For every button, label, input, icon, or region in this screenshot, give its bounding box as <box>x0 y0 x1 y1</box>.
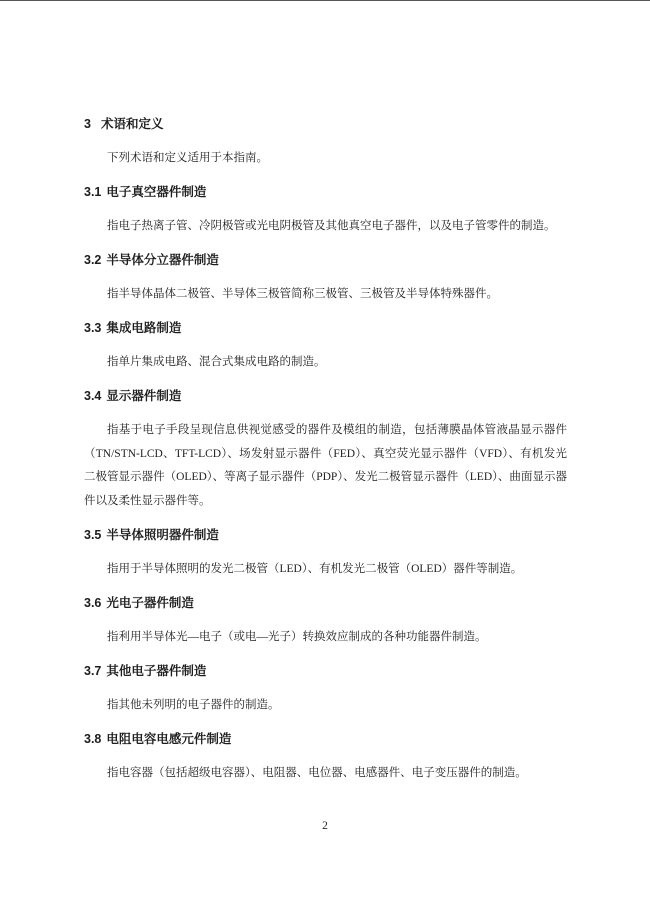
term-heading-3-3 <box>84 317 567 341</box>
section-heading <box>84 113 567 137</box>
page-number: 2 <box>322 820 328 832</box>
term-title: 其他电子器件制造 <box>106 663 207 678</box>
term-title: 光电子器件制造 <box>106 595 194 610</box>
term-number: 3.5 <box>84 527 102 542</box>
intro-paragraph: 下列术语和定义适用于本指南。 <box>107 152 268 164</box>
term-title: 半导体照明器件制造 <box>106 527 219 542</box>
term-definition-3-2: 指半导体晶体二极管、半导体三极管简称三极管、三极管及半导体特殊器件。 <box>107 288 498 300</box>
term-heading-3-4 <box>84 385 567 409</box>
term-title: 电阻电容电感元件制造 <box>106 731 232 746</box>
term-number: 3.2 <box>84 253 102 267</box>
term-heading-3-7 <box>84 660 567 684</box>
term-number: 3.7 <box>84 663 102 678</box>
term-definition-3-8: 指电容器（包括超级电容器）、电阻器、电位器、电感器件、电子变压器件的制造。 <box>107 766 527 779</box>
terms-and-definitions-section <box>84 113 567 796</box>
term-heading-3-2 <box>84 249 567 273</box>
section-number: 3 <box>84 117 91 131</box>
term-definition-3-4: 指基于电子手段呈现信息供视觉感受的器件及模组的制造，包括薄膜晶体管液晶显示器件（TN/STN-LCD、TFT-LCD）、场发射显示器件（FED）、真空荧光显示器件（VFD）、有机发光二极管显示器件（OLED）、等离子显示器件（PDP）、发光二极管显示器件（LED）、曲面显示器件以及柔性显示器件等。 <box>84 424 567 507</box>
term-heading-3-6 <box>84 592 567 616</box>
term-title: 集成电路制造 <box>106 321 182 335</box>
term-heading-3-8 <box>84 728 567 752</box>
term-number: 3.3 <box>84 321 102 335</box>
term-number: 3.4 <box>84 389 102 403</box>
term-definition-3-5: 指用于半导体照明的发光二极管（LED）、有机发光二极管（OLED）器件等制造。 <box>107 562 523 575</box>
term-number: 3.8 <box>84 731 102 746</box>
term-number: 3.6 <box>84 595 102 610</box>
term-title: 半导体分立器件制造 <box>106 253 219 267</box>
term-definition-3-6: 指利用半导体光—电子（或电—光子）转换效应制成的各种功能器件制造。 <box>107 630 487 643</box>
term-definition-3-3: 指单片集成电路、混合式集成电路的制造。 <box>107 356 326 368</box>
term-definition-3-7: 指其他未列明的电子器件的制造。 <box>107 698 280 711</box>
term-heading-3-1 <box>84 181 567 205</box>
term-number: 3.1 <box>84 185 102 199</box>
term-definition-3-1: 指电子热离子管、冷阴极管或光电阴极管及其他真空电子器件，以及电子管零件的制造。 <box>107 220 556 232</box>
term-title: 电子真空器件制造 <box>106 185 207 199</box>
section-title: 术语和定义 <box>100 117 164 131</box>
scan-edge-line <box>0 0 650 1</box>
term-heading-3-5 <box>84 524 567 548</box>
term-title: 显示器件制造 <box>106 389 182 403</box>
